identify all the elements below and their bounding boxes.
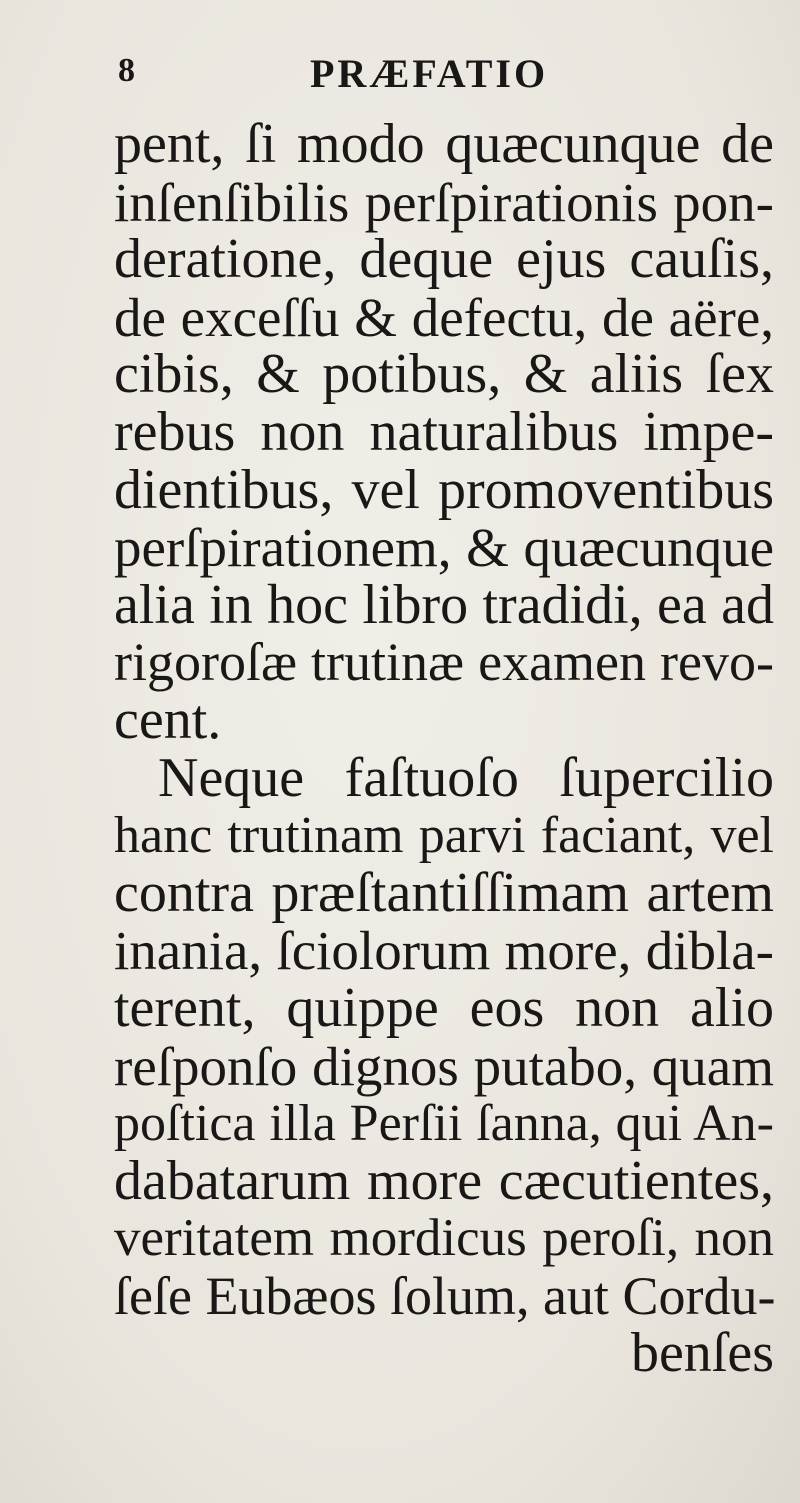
text-line: ſeſe Eubæos ſolum, aut Cordu- [114,1265,776,1326]
text-line: inania, ſciolorum more, dibla- [114,920,774,982]
text-line: veritatem mordicus peroſi, non [114,1209,774,1268]
page-header [118,44,718,104]
text-line: rigoroſæ trutinæ examen revo- [114,632,774,693]
text-line: rebus non naturalibus impe- [114,400,774,463]
text-line: alia in hoc libro tradidi, ea ad [114,573,774,636]
text-line: hanc trutinam parvi faciant, vel [114,807,774,865]
running-head: PRÆFATIO [310,51,549,96]
catchword: benſes [630,1322,774,1385]
text-line: dientibus, vel promoventibus [114,458,774,521]
body-text [114,113,776,1385]
text-line: cent. [114,688,222,751]
text-line: pent, ſi modo quæcunque de [114,113,774,175]
text-line: reſponſo dignos putabo, quam [114,1035,774,1097]
text-line: de exceſſu & defectu, de aëre, [114,286,774,348]
text-line: contra præſtantiſſimam artem [114,861,774,924]
text-line: poſtica illa Perſii ſanna, qui An- [114,1095,774,1153]
text-line: dabatarum more cæcutientes, [114,1149,774,1212]
text-line: terent, quippe eos non alio [114,976,774,1039]
text-line: cibis, & potibus, & aliis ſex [114,343,774,406]
paragraph-start-line: Neque faſtuoſo ſupercilio [158,746,774,809]
page-number: 8 [118,52,135,89]
text-line: inſenſibilis perſpirationis pon- [114,171,774,233]
text-line: deratione, deque ejus cauſis, [114,228,774,291]
text-line: perſpirationem, & quæcunque [114,517,774,579]
